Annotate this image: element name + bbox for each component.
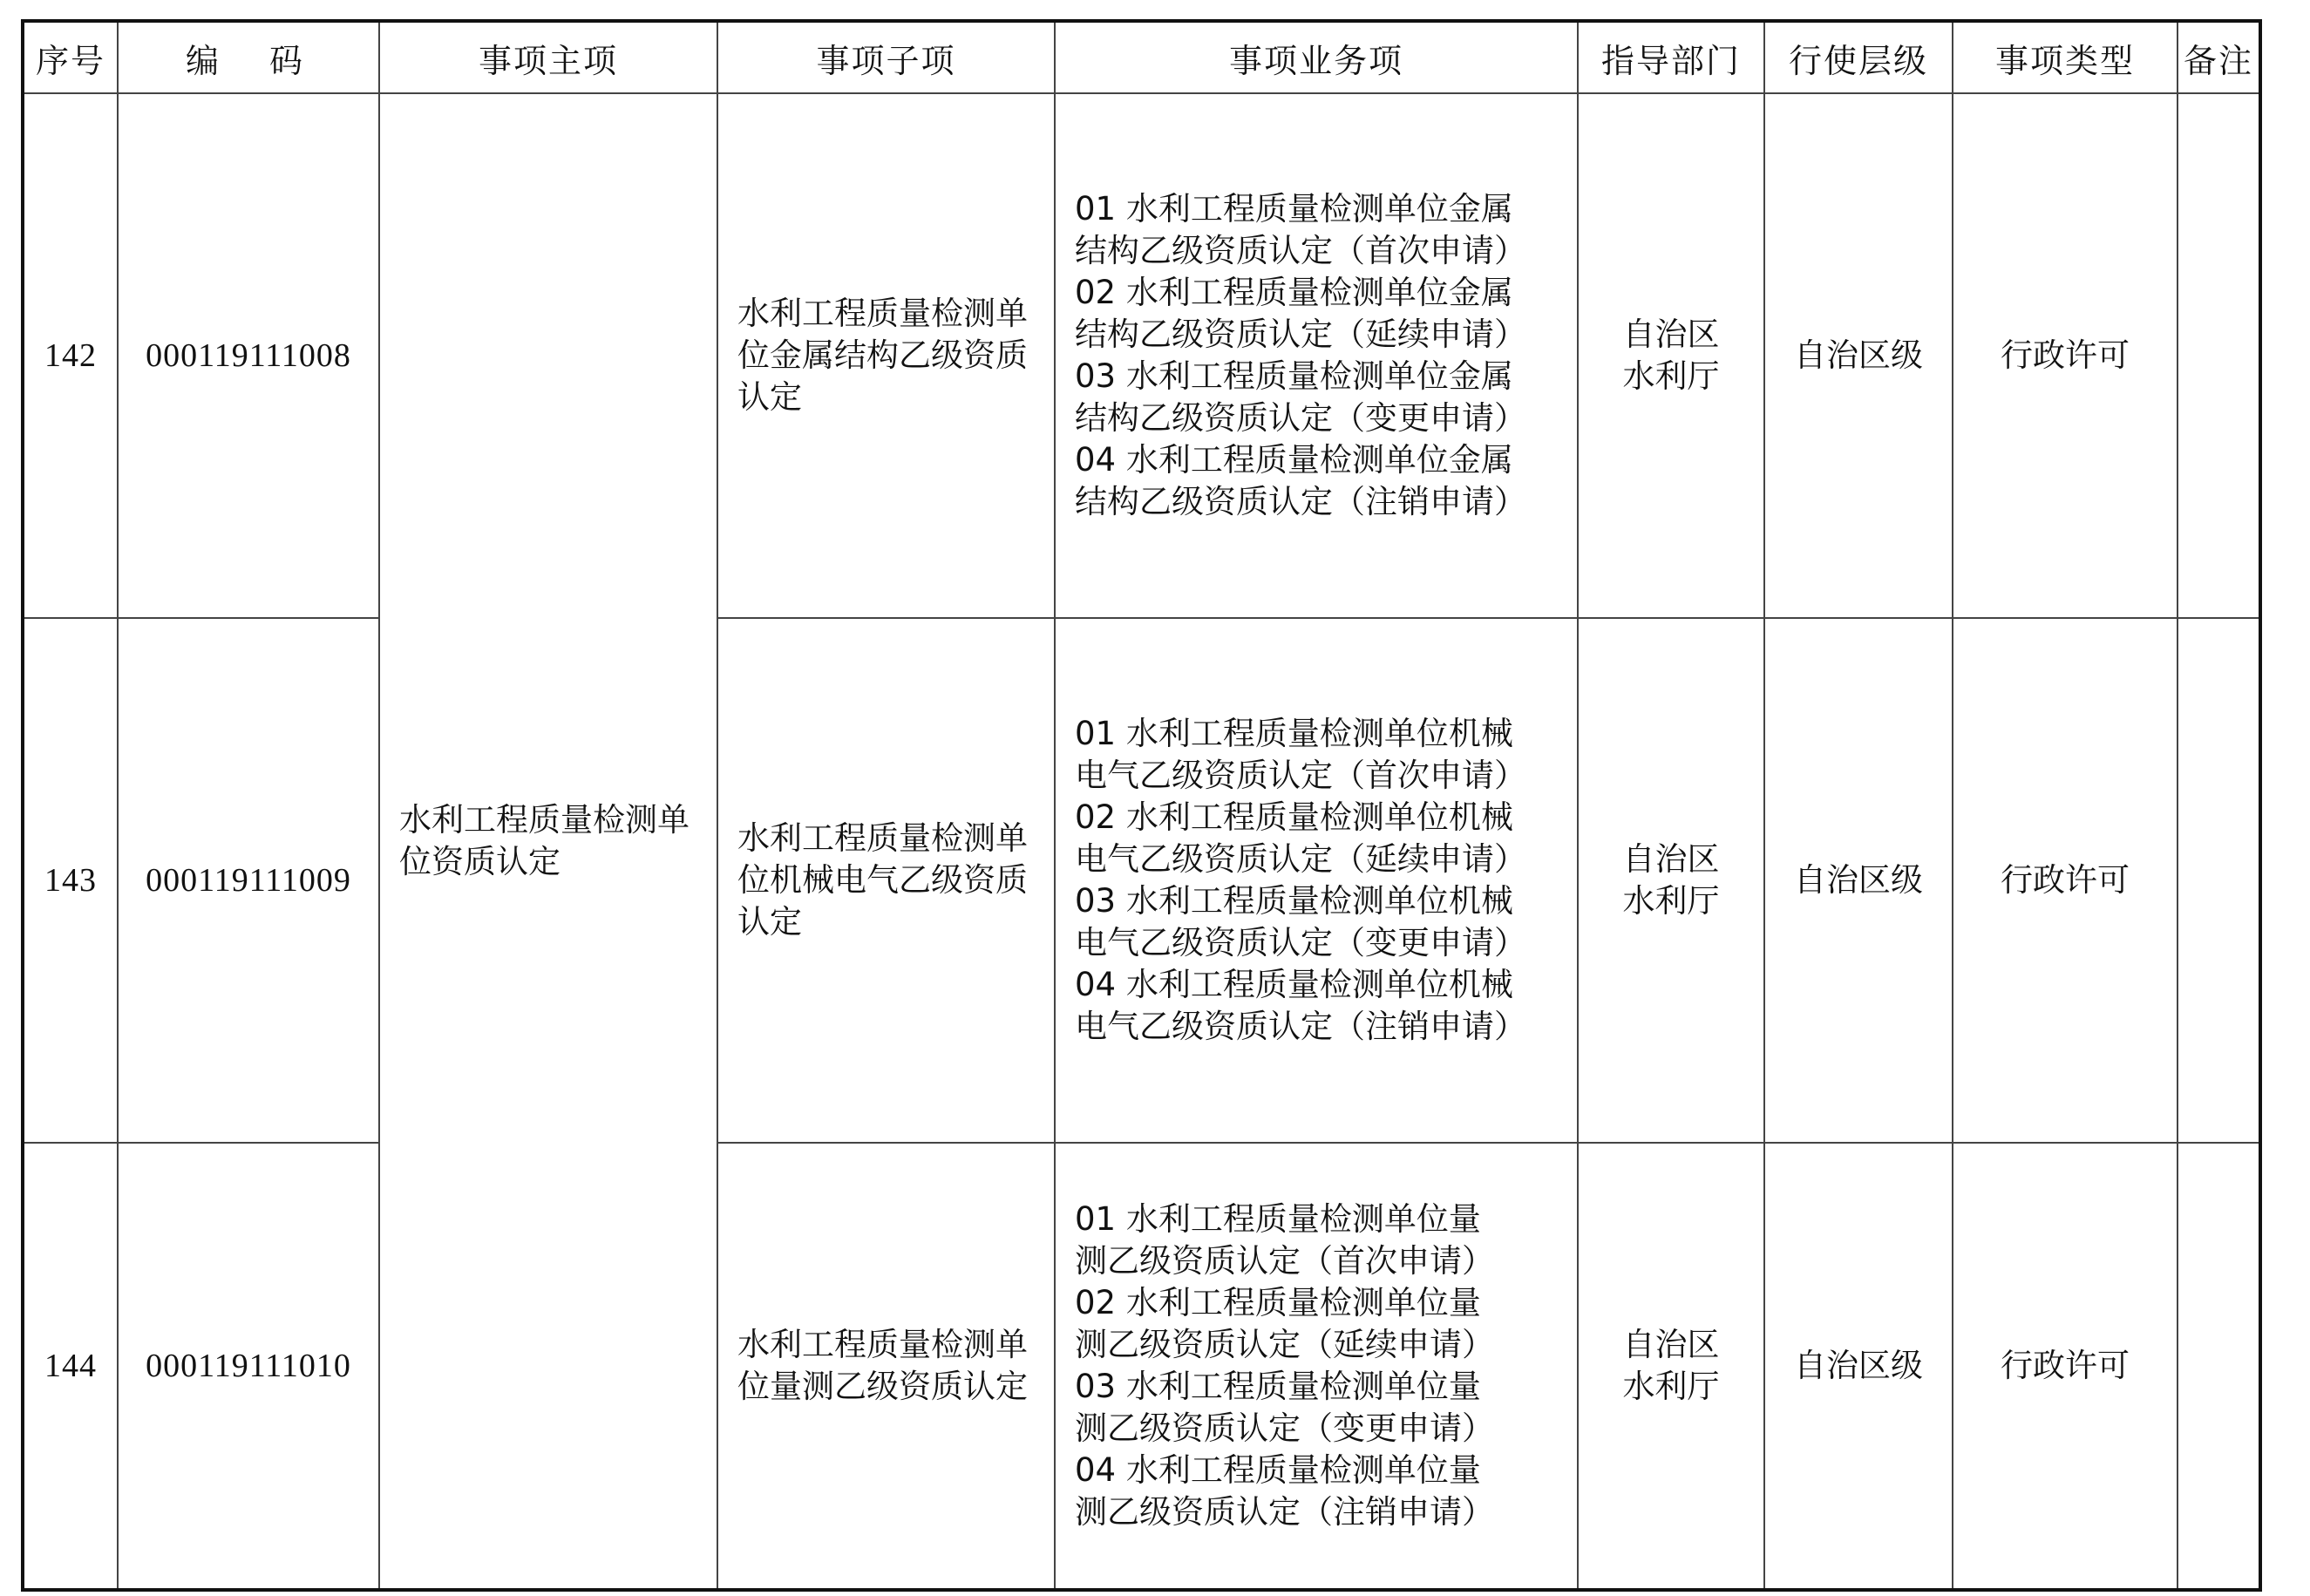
business-line: 电气乙级资质认定（注销申请） [1075, 1008, 1526, 1045]
business-item-cell [1055, 618, 1578, 1143]
table-row [23, 1143, 2260, 1590]
business-line: 结构乙级资质认定（首次申请） [1075, 232, 1526, 269]
business-line: 01 水利工程质量检测单位量 [1075, 1200, 1481, 1238]
header-level: 行使层级 [1764, 21, 1953, 93]
header-code: 编 码 [118, 21, 379, 93]
business-line: 02 水利工程质量检测单位量 [1075, 1284, 1481, 1321]
remark-cell [2178, 93, 2260, 618]
business-line: 测乙级资质认定（注销申请） [1075, 1493, 1494, 1531]
business-line: 电气乙级资质认定（首次申请） [1075, 757, 1526, 794]
business-line: 02 水利工程质量检测单位机械 [1075, 798, 1513, 836]
business-line: 结构乙级资质认定（延续申请） [1075, 316, 1526, 353]
business-line: 结构乙级资质认定（变更申请） [1075, 399, 1526, 437]
main-item-cell: 水利工程质量检测单位资质认定 [379, 93, 717, 1590]
business-line: 电气乙级资质认定（延续申请） [1075, 840, 1526, 878]
dept-cell: 自治区水利厅 [1578, 1143, 1764, 1590]
business-line: 04 水利工程质量检测单位金属 [1075, 441, 1513, 479]
level-cell: 自治区级 [1764, 618, 1953, 1143]
business-line: 测乙级资质认定（延续申请） [1075, 1326, 1494, 1363]
level-cell: 自治区级 [1764, 1143, 1953, 1590]
business-line: 电气乙级资质认定（变更申请） [1075, 924, 1526, 961]
level-cell: 自治区级 [1764, 93, 1953, 618]
remark-cell [2178, 1143, 2260, 1590]
table-row [23, 93, 2260, 618]
header-business-item: 事项业务项 [1055, 21, 1578, 93]
business-line: 01 水利工程质量检测单位金属 [1075, 190, 1513, 228]
business-line: 03 水利工程质量检测单位量 [1075, 1368, 1481, 1405]
seq-cell: 142 [23, 93, 118, 618]
business-item-cell [1055, 93, 1578, 618]
business-line: 03 水利工程质量检测单位金属 [1075, 357, 1513, 395]
seq-cell: 143 [23, 618, 118, 1143]
type-cell: 行政许可 [1953, 1143, 2178, 1590]
items-table [21, 19, 2262, 1592]
dept-cell: 自治区水利厅 [1578, 618, 1764, 1143]
sub-item-cell: 水利工程质量检测单位量测乙级资质认定 [717, 1143, 1055, 1590]
code-cell: 000119111009 [118, 618, 379, 1143]
table-row [23, 618, 2260, 1143]
sub-item-cell: 水利工程质量检测单位金属结构乙级资质认定 [717, 93, 1055, 618]
business-line: 测乙级资质认定（变更申请） [1075, 1409, 1494, 1447]
header-seq: 序号 [23, 21, 118, 93]
code-cell: 000119111010 [118, 1143, 379, 1590]
header-sub-item: 事项子项 [717, 21, 1055, 93]
type-cell: 行政许可 [1953, 93, 2178, 618]
header-dept: 指导部门 [1578, 21, 1764, 93]
business-line: 结构乙级资质认定（注销申请） [1075, 483, 1526, 520]
header-row [23, 21, 2260, 93]
code-cell: 000119111008 [118, 93, 379, 618]
business-line: 03 水利工程质量检测单位机械 [1075, 882, 1513, 920]
business-line: 04 水利工程质量检测单位量 [1075, 1451, 1481, 1489]
business-line: 测乙级资质认定（首次申请） [1075, 1242, 1494, 1280]
header-remark: 备注 [2178, 21, 2260, 93]
header-type: 事项类型 [1953, 21, 2178, 93]
remark-cell [2178, 618, 2260, 1143]
business-line: 04 水利工程质量检测单位机械 [1075, 966, 1513, 1003]
sub-item-cell: 水利工程质量检测单位机械电气乙级资质认定 [717, 618, 1055, 1143]
type-cell: 行政许可 [1953, 618, 2178, 1143]
business-item-cell [1055, 1143, 1578, 1590]
business-line: 01 水利工程质量检测单位机械 [1075, 715, 1513, 752]
seq-cell: 144 [23, 1143, 118, 1590]
business-line: 02 水利工程质量检测单位金属 [1075, 274, 1513, 311]
dept-cell: 自治区水利厅 [1578, 93, 1764, 618]
header-main-item: 事项主项 [379, 21, 717, 93]
